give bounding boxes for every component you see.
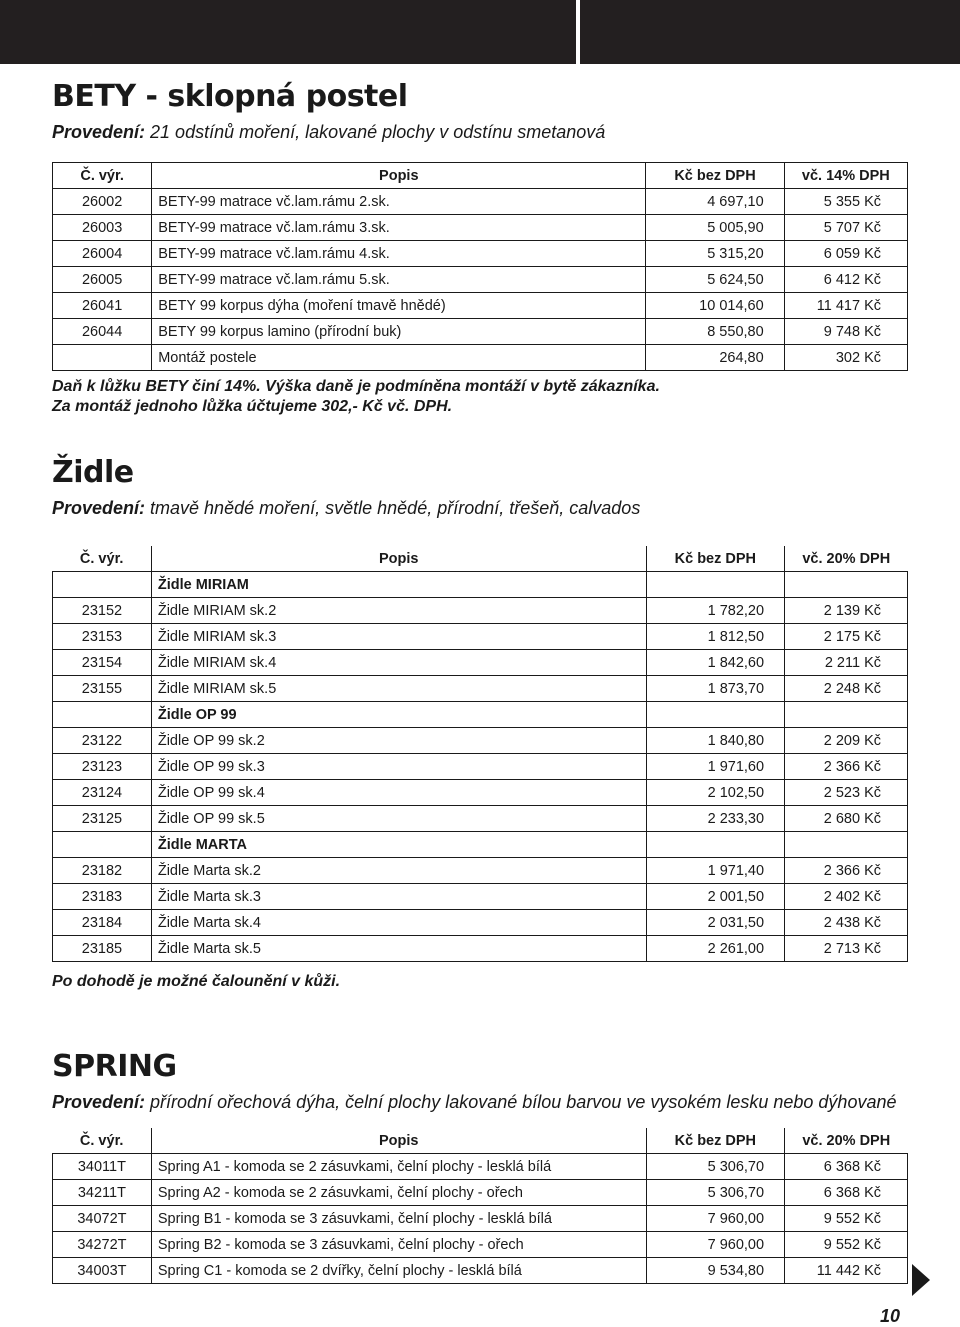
item-description: Židle Marta sk.3 [151,884,646,910]
price-without-vat: 9 534,80 [646,1258,784,1284]
item-code: 23153 [53,624,152,650]
column-header: vč. 20% DPH [785,546,908,572]
item-code [53,832,152,858]
item-description: Spring B2 - komoda se 3 zásuvkami, čelní plochy - ořech [151,1232,646,1258]
price-with-vat: 11 442 Kč [785,1258,908,1284]
table-row [53,1154,908,1180]
bety-title: BETY - sklopná postel [52,79,408,114]
table-row [53,858,908,884]
price-with-vat: 2 402 Kč [785,884,908,910]
table-row [53,728,908,754]
price-with-vat: 5 355 Kč [784,189,907,215]
item-code: 26005 [53,267,152,293]
price-with-vat: 5 707 Kč [784,215,907,241]
column-header: Č. výr. [53,546,152,572]
price-without-vat: 5 315,20 [646,241,784,267]
table-row [53,1258,908,1284]
price-without-vat [646,832,784,858]
item-description: Spring C1 - komoda se 2 dvířky, čelní plochy - lesklá bílá [151,1258,646,1284]
item-description: Židle Marta sk.5 [151,936,646,962]
spring-price-table [52,1128,908,1284]
price-with-vat: 2 713 Kč [785,936,908,962]
table-row [53,1180,908,1206]
item-code: 23155 [53,676,152,702]
bety-note-2: Za montáž jednoho lůžka účtujeme 302,- Kč vč. DPH. [52,398,453,415]
column-header: Kč bez DPH [646,1128,784,1154]
price-with-vat: 2 211 Kč [785,650,908,676]
item-description: Židle MIRIAM [151,572,646,598]
price-with-vat [785,832,908,858]
price-with-vat: 9 748 Kč [784,319,907,345]
price-with-vat: 2 139 Kč [785,598,908,624]
item-code: 23185 [53,936,152,962]
price-with-vat: 6 412 Kč [784,267,907,293]
bety-subtitle-text: 21 odstínů moření, lakované plochy v odstínu smetanová [145,122,606,142]
price-with-vat: 6 368 Kč [785,1180,908,1206]
price-without-vat: 4 697,10 [646,189,784,215]
price-without-vat: 5 306,70 [646,1154,784,1180]
item-description: Židle MIRIAM sk.5 [151,676,646,702]
price-without-vat: 10 014,60 [646,293,784,319]
item-description: Židle Marta sk.4 [151,910,646,936]
item-description: Židle Marta sk.2 [151,858,646,884]
bety-table-body [53,163,908,371]
zidle-subtitle-label: Provedení: [52,498,146,518]
item-description: BETY-99 matrace vč.lam.rámu 2.sk. [152,189,646,215]
price-without-vat: 1 971,40 [646,858,784,884]
column-header: vč. 14% DPH [784,163,907,189]
item-description: Židle OP 99 [151,702,646,728]
zidle-subtitle-text: tmavě hnědé moření, světle hnědé, přírodní, třešeň, calvados [145,498,641,518]
item-code: 23152 [53,598,152,624]
table-row [53,1206,908,1232]
item-code: 26004 [53,241,152,267]
item-description: BETY 99 korpus lamino (přírodní buk) [152,319,646,345]
price-with-vat: 6 059 Kč [784,241,907,267]
item-description: Spring A1 - komoda se 2 zásuvkami, čelní plochy - lesklá bílá [151,1154,646,1180]
table-row [53,676,908,702]
item-code: 23123 [53,754,152,780]
spring-table-body [53,1128,908,1284]
zidle-price-table [52,546,908,962]
item-code: 26003 [53,215,152,241]
item-description: Židle MIRIAM sk.4 [151,650,646,676]
item-code: 23182 [53,858,152,884]
price-without-vat: 1 840,80 [646,728,784,754]
table-row [53,1232,908,1258]
table-header-row [53,546,908,572]
price-without-vat [646,702,784,728]
item-code: 23154 [53,650,152,676]
item-code: 23122 [53,728,152,754]
column-header: Č. výr. [53,163,152,189]
price-with-vat: 9 552 Kč [785,1206,908,1232]
price-without-vat [646,572,784,598]
price-with-vat [785,572,908,598]
item-description: BETY 99 korpus dýha (moření tmavě hnědé) [152,293,646,319]
column-header: vč. 20% DPH [785,1128,908,1154]
table-group-row [53,702,908,728]
price-with-vat: 9 552 Kč [785,1232,908,1258]
item-code: 26002 [53,189,152,215]
price-without-vat: 1 873,70 [646,676,784,702]
item-code: 34211T [53,1180,152,1206]
table-row [53,806,908,832]
table-row [53,910,908,936]
item-description: Židle MIRIAM sk.3 [151,624,646,650]
price-with-vat: 2 366 Kč [785,858,908,884]
item-code: 26044 [53,319,152,345]
item-description: Židle OP 99 sk.4 [151,780,646,806]
table-group-row [53,572,908,598]
price-with-vat: 2 680 Kč [785,806,908,832]
header-bar-left [0,0,576,64]
item-description: Židle OP 99 sk.5 [151,806,646,832]
price-without-vat: 2 031,50 [646,910,784,936]
zidle-note: Po dohodě je možné čalounění v kůži. [52,973,341,990]
item-code [53,572,152,598]
header-bar-right [580,0,960,64]
item-description: BETY-99 matrace vč.lam.rámu 3.sk. [152,215,646,241]
item-code: 34072T [53,1206,152,1232]
page-number: 10 [880,1306,901,1326]
item-code: 34011T [53,1154,152,1180]
item-code: 34272T [53,1232,152,1258]
column-header: Č. výr. [53,1128,152,1154]
spring-title: SPRING [52,1049,177,1084]
price-without-vat: 264,80 [646,345,784,371]
price-without-vat: 5 306,70 [646,1180,784,1206]
price-with-vat: 2 248 Kč [785,676,908,702]
bety-subtitle-label: Provedení: [52,122,146,142]
price-with-vat: 2 523 Kč [785,780,908,806]
price-without-vat: 8 550,80 [646,319,784,345]
item-description: Židle MARTA [151,832,646,858]
item-description: BETY-99 matrace vč.lam.rámu 4.sk. [152,241,646,267]
table-row [53,624,908,650]
table-row [53,345,908,371]
item-code: 26041 [53,293,152,319]
section-bety [52,80,908,417]
price-without-vat: 2 233,30 [646,806,784,832]
spring-subtitle-label: Provedení: [52,1092,146,1112]
table-row [53,780,908,806]
price-with-vat: 2 438 Kč [785,910,908,936]
item-code: 23124 [53,780,152,806]
table-row [53,267,908,293]
zidle-title: Židle [52,455,134,490]
column-header: Popis [151,1128,646,1154]
bety-price-table [52,162,908,371]
item-code: 23183 [53,884,152,910]
price-without-vat: 7 960,00 [646,1206,784,1232]
item-description: Spring A2 - komoda se 2 zásuvkami, čelní plochy - ořech [151,1180,646,1206]
item-code: 34003T [53,1258,152,1284]
price-without-vat: 7 960,00 [646,1232,784,1258]
column-header: Popis [152,163,646,189]
bety-subtitle [52,120,908,144]
table-header-row [53,163,908,189]
price-without-vat: 5 005,90 [646,215,784,241]
column-header: Popis [151,546,646,572]
table-group-row [53,832,908,858]
table-row [53,319,908,345]
price-with-vat: 6 368 Kč [785,1154,908,1180]
price-without-vat: 2 102,50 [646,780,784,806]
zidle-subtitle [52,496,908,520]
price-with-vat: 302 Kč [784,345,907,371]
table-row [53,650,908,676]
price-without-vat: 5 624,50 [646,267,784,293]
table-row [53,189,908,215]
table-row [53,936,908,962]
price-without-vat: 1 812,50 [646,624,784,650]
table-row [53,215,908,241]
price-without-vat: 1 971,60 [646,754,784,780]
item-description: Židle OP 99 sk.3 [151,754,646,780]
price-without-vat: 2 001,50 [646,884,784,910]
item-description: Židle OP 99 sk.2 [151,728,646,754]
price-with-vat: 2 175 Kč [785,624,908,650]
item-code [53,345,152,371]
price-with-vat: 2 209 Kč [785,728,908,754]
column-header: Kč bez DPH [646,163,784,189]
column-header: Kč bez DPH [646,546,784,572]
item-description: BETY-99 matrace vč.lam.rámu 5.sk. [152,267,646,293]
table-row [53,884,908,910]
price-with-vat: 11 417 Kč [784,293,907,319]
table-row [53,293,908,319]
item-code: 23125 [53,806,152,832]
zidle-table-body [53,546,908,962]
price-without-vat: 1 782,20 [646,598,784,624]
item-description: Spring B1 - komoda se 3 zásuvkami, čelní plochy - lesklá bílá [151,1206,646,1232]
price-without-vat: 2 261,00 [646,936,784,962]
price-with-vat [785,702,908,728]
table-header-row [53,1128,908,1154]
price-without-vat: 1 842,60 [646,650,784,676]
table-row [53,598,908,624]
item-code [53,702,152,728]
section-zidle [52,456,908,992]
next-page-arrow-icon [912,1264,930,1296]
bety-note-1: Daň k lůžku BETY činí 14%. Výška daně je podmíněna montáží v bytě zákazníka. [52,378,660,395]
section-spring [52,1050,908,1284]
item-code: 23184 [53,910,152,936]
table-row [53,754,908,780]
spring-subtitle [52,1090,908,1114]
table-row [53,241,908,267]
item-description: Montáž postele [152,345,646,371]
spring-subtitle-text: přírodní ořechová dýha, čelní plochy lakované bílou barvou ve vysokém lesku nebo dýhované [145,1092,897,1112]
item-description: Židle MIRIAM sk.2 [151,598,646,624]
price-with-vat: 2 366 Kč [785,754,908,780]
